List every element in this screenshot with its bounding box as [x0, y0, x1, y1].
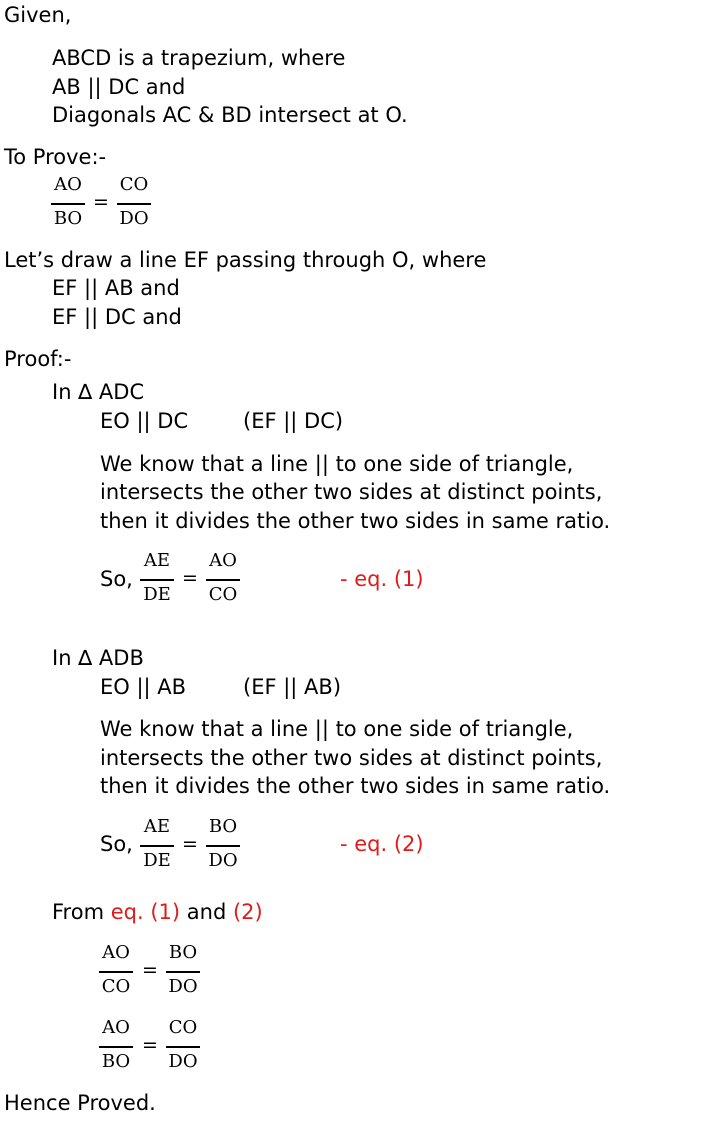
case1-title: In ∆ ADC [52, 380, 145, 404]
numerator: AO [209, 550, 237, 571]
case2-fraction-right [206, 818, 240, 874]
case2-equation-label: - eq. (2) [340, 832, 424, 856]
to-prove-fraction-right [117, 176, 151, 232]
case2-statement: EO || AB [100, 675, 187, 699]
to-prove-fraction-left [51, 176, 85, 232]
case2-fraction-left [140, 818, 174, 874]
denominator: DO [208, 850, 238, 871]
numerator: AO [102, 1017, 130, 1038]
result2-fraction-right [166, 1019, 200, 1075]
equals-sign: = [142, 1034, 158, 1056]
fraction-bar [166, 1046, 200, 1048]
case1-theorem-line-1: We know that a line || to one side of triangle, [100, 452, 574, 476]
fraction-bar [51, 203, 85, 205]
construction-line-1: Let’s draw a line EF passing through O, where [4, 248, 487, 272]
case1-fraction-right [206, 552, 240, 608]
denominator: DO [168, 1051, 198, 1072]
fraction-bar [99, 971, 133, 973]
fraction-bar [117, 203, 151, 205]
given-line-2: AB || DC and [52, 75, 186, 99]
to-prove-heading: To Prove:- [4, 145, 107, 169]
case2-theorem-line-1: We know that a line || to one side of triangle, [100, 717, 574, 741]
from-ref-1: eq. (1) [110, 900, 181, 924]
fraction-bar [166, 971, 200, 973]
case1-fraction-left [140, 552, 174, 608]
case1-statement: EO || DC [100, 409, 189, 433]
equals-sign: = [182, 833, 198, 855]
from-prefix: From [52, 900, 105, 924]
case1-theorem-line-2: intersects the other two sides at distinct points, [100, 480, 603, 504]
result2-fraction-left [99, 1019, 133, 1075]
case2-reason: (EF || AB) [243, 675, 342, 699]
fraction-bar [140, 845, 174, 847]
fraction-bar [140, 579, 174, 581]
case1-reason: (EF || DC) [243, 409, 344, 433]
numerator: AO [54, 174, 82, 195]
numerator: BO [168, 942, 198, 963]
fraction-bar [206, 579, 240, 581]
numerator: AE [143, 550, 171, 571]
denominator: BO [101, 1051, 131, 1072]
equals-sign: = [142, 959, 158, 981]
result1-fraction-left [99, 944, 133, 1000]
numerator: AE [143, 816, 171, 837]
numerator: CO [119, 174, 149, 195]
case2-theorem-line-3: then it divides the other two sides in same ratio. [100, 774, 611, 798]
denominator: CO [208, 584, 238, 605]
case1-theorem-line-3: then it divides the other two sides in same ratio. [100, 509, 611, 533]
fraction-bar [99, 1046, 133, 1048]
denominator: DE [143, 850, 171, 871]
fraction-bar [206, 845, 240, 847]
case2-so: So, [100, 832, 133, 856]
conclusion: Hence Proved. [4, 1091, 156, 1115]
given-line-1: ABCD is a trapezium, where [52, 46, 346, 70]
denominator: BO [53, 208, 83, 229]
equals-sign: = [182, 567, 198, 589]
construction-line-3: EF || DC and [52, 305, 182, 329]
case2-title: In ∆ ADB [52, 646, 144, 670]
denominator: DO [168, 976, 198, 997]
construction-line-2: EF || AB and [52, 276, 180, 300]
from-line [52, 902, 263, 923]
denominator: CO [101, 976, 131, 997]
denominator: DO [119, 208, 149, 229]
equals-sign: = [93, 191, 109, 213]
case1-so: So, [100, 567, 133, 591]
result1-fraction-right [166, 944, 200, 1000]
given-heading: Given, [4, 3, 72, 27]
denominator: DE [143, 584, 171, 605]
numerator: AO [102, 942, 130, 963]
case1-equation-label: - eq. (1) [340, 567, 424, 591]
numerator: BO [208, 816, 238, 837]
from-ref-2: (2) [232, 900, 263, 924]
case2-theorem-line-2: intersects the other two sides at distinct points, [100, 746, 603, 770]
proof-heading: Proof:- [4, 347, 72, 371]
given-line-3: Diagonals AC & BD intersect at O. [52, 103, 408, 127]
from-mid: and [186, 900, 227, 924]
numerator: CO [168, 1017, 198, 1038]
